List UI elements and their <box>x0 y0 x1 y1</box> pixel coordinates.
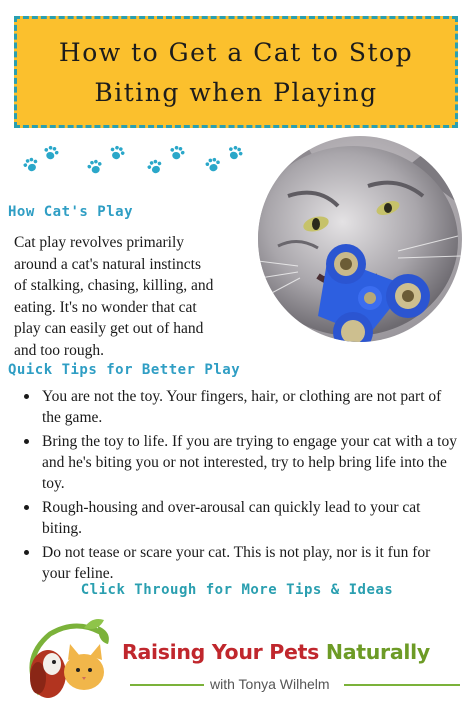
cat-play-paragraph <box>14 232 244 361</box>
title-line-1: How to Get a Cat to Stop <box>58 38 414 67</box>
tagline-text: with Tonya Wilhelm <box>210 676 330 692</box>
tips-list <box>14 386 462 587</box>
tip-item: Bring the toy to life. If you are trying to engage your cat with a toy and he's biting you or not interested, try to help bring life into the toy. <box>42 431 462 494</box>
tagline-divider-right <box>344 684 460 686</box>
paw-print-icon <box>203 155 224 176</box>
title-banner <box>14 16 458 128</box>
brand-name-part1: Raising Your Pets <box>122 640 326 664</box>
cat-biting-spinner-image <box>258 136 462 342</box>
paw-print-icon <box>143 155 166 178</box>
paw-print-icon <box>19 153 42 176</box>
click-through-cta[interactable]: Click Through for More Tips & Ideas <box>80 582 394 598</box>
paragraph-line: play can easily get out of hand <box>14 320 204 337</box>
paragraph-line: eating. It's no wonder that cat <box>14 298 197 316</box>
title-line-2: Biting when Playing <box>94 78 378 107</box>
cat-photo <box>258 136 462 342</box>
tip-item: You are not the toy. Your fingers, hair, or clothing are not part of the game. <box>42 386 462 428</box>
banner-border <box>14 16 458 128</box>
tagline-divider-left <box>130 684 204 686</box>
brand-tagline <box>130 676 460 694</box>
brand-name-part2: Naturally <box>325 640 430 664</box>
paw-print-decoration <box>14 144 254 196</box>
tip-item: Rough-housing and over-arousal can quickly lead to your cat biting. <box>42 497 462 539</box>
paragraph-line: and too rough. <box>14 341 104 359</box>
section-heading-quick-tips: Quick Tips for Better Play <box>8 362 241 378</box>
tip-item: Do not tease or scare your cat. This is not play, nor is it fun for your feline. <box>42 542 462 584</box>
paw-print-icon <box>223 141 247 165</box>
paragraph-line: Cat play revolves primarily <box>14 234 185 251</box>
brand-logo <box>20 614 120 704</box>
paw-print-icon <box>166 142 188 164</box>
paw-print-icon <box>84 156 106 178</box>
pets-logo-icon <box>20 614 120 704</box>
brand-name <box>122 640 430 664</box>
section-heading-how-cats-play: How Cat's Play <box>8 204 134 220</box>
paragraph-line: around a cat's natural instincts <box>14 255 202 273</box>
paw-print-icon <box>105 141 128 164</box>
paw-print-icon <box>40 142 62 164</box>
paragraph-line: of stalking, chasing, killing, and <box>14 277 214 294</box>
